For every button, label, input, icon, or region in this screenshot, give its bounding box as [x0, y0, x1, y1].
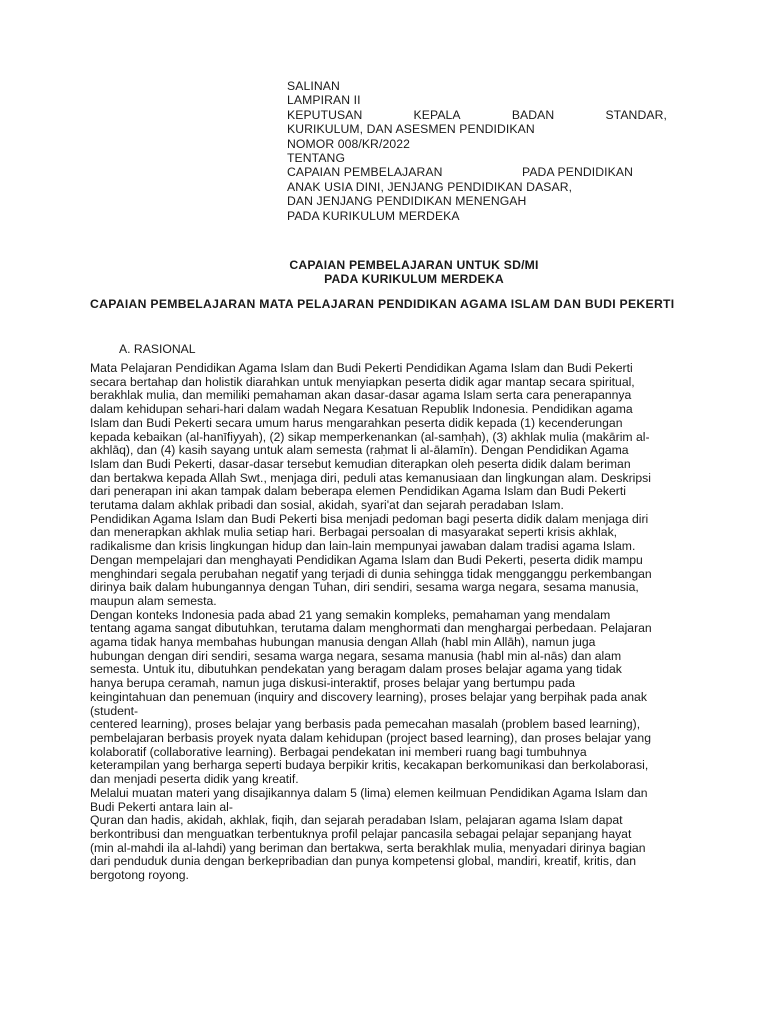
body-text-line: dan bertakwa kepada Allah Swt., menjaga diri, peduli atas kemanusiaan dan lingkungan alam. Deskripsi — [90, 470, 651, 485]
body-text-line: akhlāq), dan (4) kasih sayang untuk alam semesta (raḥmat li al-ālamīn). Dengan Pendidikan Agama — [90, 443, 629, 458]
header-word: KEPUTUSAN — [287, 107, 363, 122]
header-capaian-line — [287, 165, 667, 179]
header-line: PADA KURIKULUM MERDEKA — [287, 208, 460, 223]
body-text-line: centered learning), proses belajar yang berbasis pada pemecahan masalah (problem based learning), — [90, 717, 641, 732]
body-text-line: Pendidikan Agama Islam dan Budi Pekerti bisa menjadi pedoman bagi peserta didik dalam menjaga diri — [90, 511, 649, 526]
body-text-line: dan menjadi peserta didik yang kreatif. — [90, 772, 299, 787]
body-text-line: dirinya baik dalam hubungannya dengan Tuhan, diri sendiri, sesama warga negara, sesama manusia, — [90, 580, 639, 595]
body-text-line: dari penduduk dunia dengan berkepribadian dan punya kompetensi global, mandiri, kreatif, kritis, dan — [90, 854, 637, 869]
title-line-1: CAPAIAN PEMBELAJARAN UNTUK SD/MI — [289, 258, 539, 272]
header-line: TENTANG — [287, 151, 346, 166]
body-text-line: Melalui muatan materi yang disajikannya dalam 5 (lima) elemen keilmuan Pendidikan Agama Islam dan — [90, 785, 648, 800]
subject-title: CAPAIAN PEMBELAJARAN MATA PELAJARAN PENDIDIKAN AGAMA ISLAM DAN BUDI PEKERTI — [90, 297, 675, 311]
body-text-line: tentang agama sangat dibutuhkan, terutama dalam menghormati dan menghargai perbedaan. Pelajaran — [90, 621, 652, 636]
title-line-2: PADA KURIKULUM MERDEKA — [324, 272, 504, 287]
body-text-line: dan menerapkan akhlak mulia setiap hari. Berbagai persoalan di masyarakat seperti krisis akhlak, — [90, 525, 618, 540]
body-text-line: Quran dan hadis, akidah, akhlak, fiqih, dan sejarah peradaban Islam, pelajaran agama Islam dapat — [90, 813, 623, 828]
header-keputusan-line — [287, 108, 667, 122]
body-text-line: berkontribusi dan menguatkan terbentuknya profil pelajar pancasila sebagai pelajar sepanjang hayat — [90, 826, 632, 841]
body-text-line: kolaboratif (collaborative learning). Berbagai pendekatan ini memberi ruang bagi tumbuhnya — [90, 744, 587, 759]
section-heading-rasional: A. RASIONAL — [119, 342, 196, 356]
decree-header — [287, 79, 667, 223]
header-word: KEPALA — [413, 107, 461, 122]
body-text-line: bergotong royong. — [90, 868, 189, 883]
body-text-line: Dengan mempelajari dan menghayati Pendidikan Agama Islam dan Budi Pekerti, peserta didik mampu — [90, 552, 643, 567]
header-line: ANAK USIA DINI, JENJANG PENDIDIKAN DASAR, — [287, 179, 573, 194]
body-text-line: Budi Pekerti antara lain al- — [90, 799, 233, 814]
header-capaian-right: PADA PENDIDIKAN — [522, 165, 633, 180]
body-text-line: dalam kehidupan sehari-hari dalam wadah Negara Kesatuan Republik Indonesia. Pendidikan agama — [90, 402, 633, 417]
body-paragraphs — [90, 362, 730, 883]
body-text-line: maupun alam semesta. — [90, 593, 217, 608]
body-text-line: (student- — [90, 703, 139, 718]
header-capaian-left: CAPAIAN PEMBELAJARAN — [287, 165, 443, 180]
body-text-line: dari penerapan ini akan tampak dalam beberapa elemen Pendidikan Agama Islam dan Budi Pekerti — [90, 484, 626, 499]
body-text-line: keingintahuan dan penemuan (inquiry and discovery learning), proses belajar yang berpihak pada anak — [90, 689, 647, 704]
body-text-line: radikalisme dan krisis lingkungan hidup dan lain-lain mempunyai jawaban dalam tradisi agama Islam. — [90, 539, 636, 554]
header-word: BADAN — [511, 107, 555, 122]
body-text-line: kepada kebaikan (al-hanīfiyyah), (2) sikap memperkenankan (al-samḥah), (3) akhlak mulia (makārim al- — [90, 429, 650, 444]
body-text-line: hubungan dengan diri sendiri, sesama warga negara, sesama manusia (habl min al-nās) dan alam — [90, 648, 622, 663]
body-text-line: keterampilan yang berharga seperti budaya berpikir kritis, kecakapan berkomunikasi dan berkolaborasi, — [90, 758, 649, 773]
header-word: STANDAR, — [605, 107, 667, 122]
body-text-line: Mata Pelajaran Pendidikan Agama Islam dan Budi Pekerti Pendidikan Agama Islam dan Budi Pekerti — [90, 361, 633, 375]
body-text-line: pembelajaran berbasis proyek nyata dalam kehidupan (project based learning), dan proses belajar yang — [90, 730, 651, 745]
header-line: SALINAN — [287, 79, 340, 93]
header-line: DAN JENJANG PENDIDIKAN MENENGAH — [287, 194, 527, 209]
document-title — [0, 258, 768, 286]
body-text-line: berakhlak mulia, dan memiliki pemahaman akan dasar-dasar agama Islam serta cara penerapannya — [90, 388, 632, 403]
body-text-line: Islam dan Budi Pekerti, dasar-dasar tersebut kemudian diterapkan oleh peserta didik dalam beriman — [90, 456, 631, 471]
header-line: NOMOR 008/KR/2022 — [287, 136, 410, 151]
body-text-line: Islam dan Budi Pekerti secara umum harus mengarahkan peserta didik kepada (1) kecenderungan — [90, 415, 623, 430]
body-text-line: agama tidak hanya membahas hubungan manusia dengan Allah (habl min Allāh), namun juga — [90, 635, 596, 650]
body-text-line: Dengan konteks Indonesia pada abad 21 yang semakin kompleks, pemahaman yang mendalam — [90, 607, 611, 622]
body-text-line: terutama dalam akhlak pribadi dan sosial, akidah, syari'at dan sejarah peradaban Islam. — [90, 498, 564, 513]
header-line: KURIKULUM, DAN ASESMEN PENDIDIKAN — [287, 122, 535, 137]
body-text-line: menghindari segala perubahan negatif yang terjadi di dunia sehingga tidak mengganggu perkembangan — [90, 566, 652, 581]
body-text-line: semesta. Untuk itu, dibutuhkan pendekatan yang beragam dalam proses belajar agama yang tidak — [90, 662, 622, 677]
body-text-line: (min al-mahdi ila al-lahdi) yang beriman dan bertakwa, serta berakhlak mulia, menyadari dirinya bagian — [90, 840, 646, 855]
header-line: LAMPIRAN II — [287, 93, 361, 108]
body-text-line: hanya berupa ceramah, namun juga diskusi-interaktif, proses belajar yang bertumpu pada — [90, 676, 576, 691]
body-text-line: secara bertahap dan holistik diarahkan untuk menyiapkan peserta didik agar mantap secara spiritual, — [90, 374, 635, 389]
